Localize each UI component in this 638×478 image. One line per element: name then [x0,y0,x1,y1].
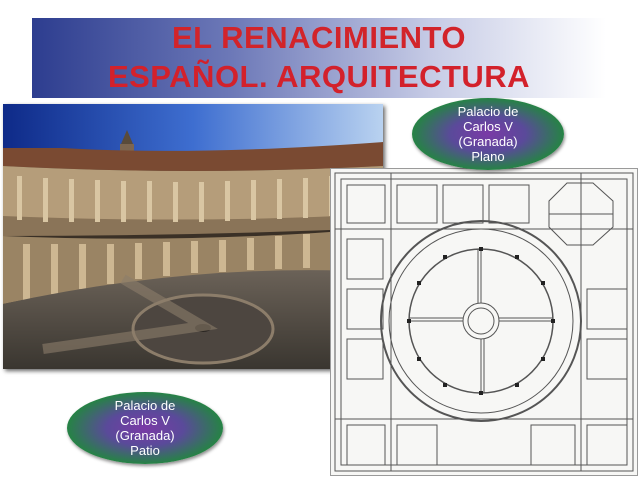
plan-caption [412,98,564,170]
slide-title [32,18,606,96]
title-line-2: ESPAÑOL. ARQUITECTURA [107,59,531,94]
patio-caption-text: Palacio de Carlos V (Granada) Patio [114,398,176,458]
title-line-1: EL RENACIMIENTO [172,20,466,55]
patio-caption [67,392,223,464]
patio-illustration [3,104,383,369]
floor-plan [330,168,638,476]
floor-plan-drawing [331,169,637,475]
patio-photo [3,104,383,369]
plan-caption-text: Palacio de Carlos V (Granada) Plano [457,104,519,164]
